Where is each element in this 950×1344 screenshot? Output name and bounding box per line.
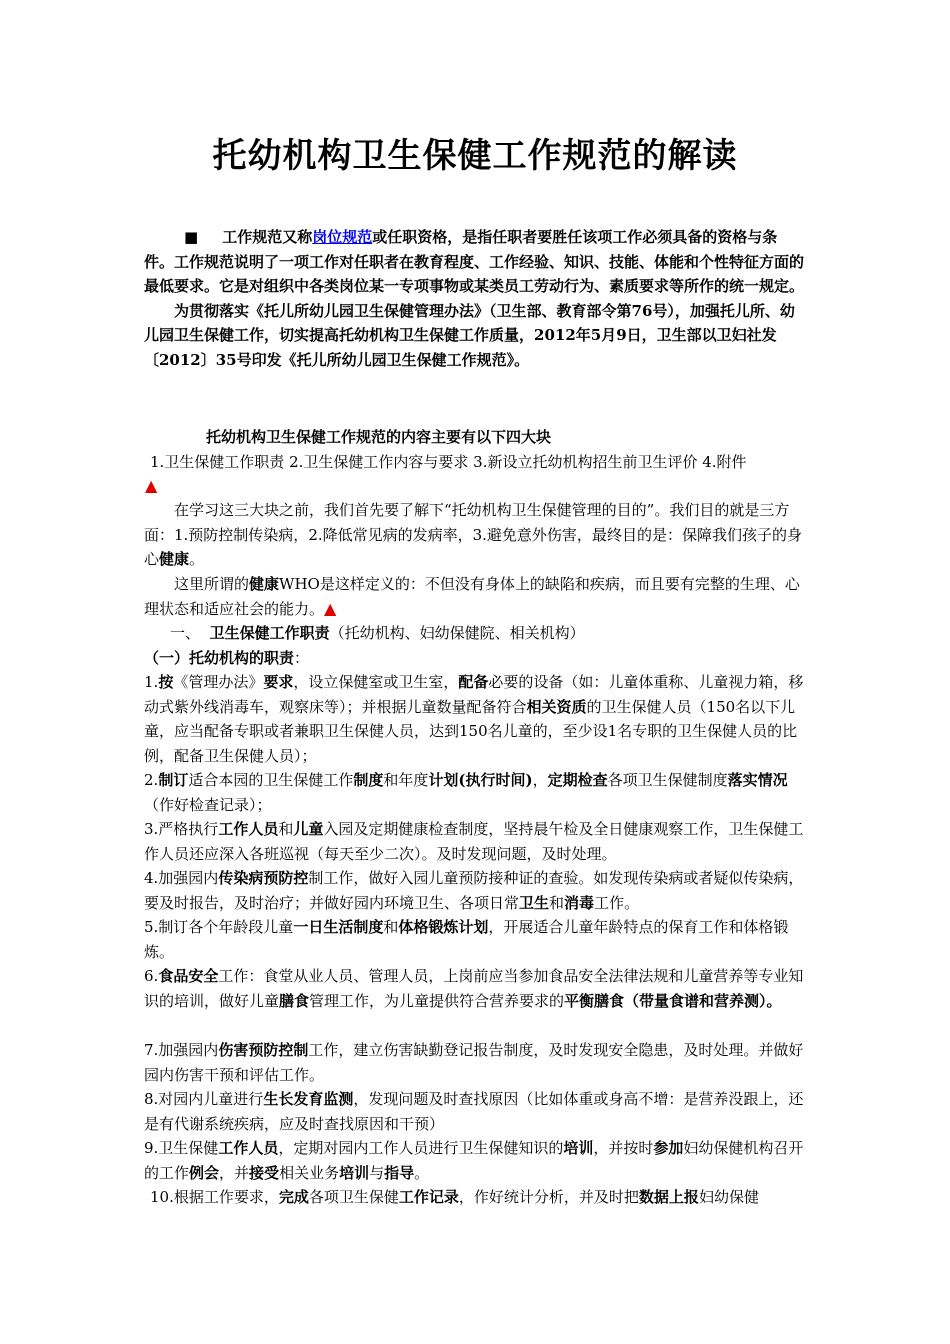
- t: 。: [414, 1163, 430, 1182]
- t: 和: [383, 918, 399, 936]
- purpose-text: 在学习这三大块之前，我们首先要了解下“托幼机构卫生保健管理的目的”。我们目的就是三方面：1.预防控制传染病，2.降低常见病的发病率，3.避免意外伤害，最终目的是：保障我们孩子的身心: [144, 501, 802, 568]
- health-definition-paragraph: [144, 572, 806, 621]
- t: 工作。: [594, 893, 640, 912]
- t: 4.加强园内: [144, 869, 219, 887]
- t: （作好检查记录）；: [144, 795, 272, 814]
- t: 工作记录: [398, 1188, 459, 1206]
- list-item-8: [144, 1087, 806, 1136]
- t: 的卫生保健人员（150名以下儿童，应当配备专职或者兼职卫生保健人员，达到150名儿童的，至少设1名专职的卫生保健人员的比例，配备卫生保健人员）；: [144, 697, 798, 765]
- t: 平衡膳食（带量食谱和营养测）。: [564, 991, 782, 1010]
- t: 接受: [249, 1163, 280, 1182]
- t: ，: [532, 771, 548, 789]
- t: 卫生: [519, 893, 550, 912]
- four-blocks-heading: 托幼机构卫生保健工作规范的内容主要有以下四大块: [206, 428, 552, 446]
- t: 培训: [339, 1163, 370, 1182]
- subsection-colon: ：: [294, 649, 310, 667]
- health-keyword-2: 健康: [249, 575, 280, 593]
- t: 制度: [353, 771, 384, 789]
- t: 相关业务: [279, 1163, 340, 1182]
- marker-row: [145, 474, 807, 499]
- health-text-c: WHO是这样定义的：不但没有身体上的缺陷和疾病，而且要有完整的生理、心理状态和适应社会的能力。: [144, 575, 800, 618]
- t: 1.: [144, 673, 159, 691]
- t: ，并: [219, 1163, 250, 1182]
- t: 培训: [563, 1139, 594, 1157]
- t: 儿童: [293, 820, 324, 838]
- t: 例会: [189, 1163, 220, 1182]
- t: 定期检查: [547, 771, 608, 789]
- t: 各项卫生保健: [308, 1188, 399, 1206]
- list-item-6: [144, 964, 806, 1013]
- purpose-end: 。: [189, 550, 205, 568]
- t: ，发现问题及时查找原因（比如体重或身高不增：是营养没跟上，还是有代谢系统疾病，应及时查找原因和干预）: [144, 1090, 804, 1133]
- t: 入园及定期健康检查制度，坚持晨午检及全日健康观察工作，卫生保健工作人员还应深入各班巡视（每天至少二次）。及时发现问题，及时处理。: [144, 820, 804, 863]
- subsection-title: 托幼机构的职责: [189, 649, 295, 667]
- t: 《管理办法》: [173, 673, 264, 691]
- list-item-9: [144, 1136, 806, 1185]
- health-keyword: 健康: [159, 550, 190, 568]
- t: 和年度: [383, 771, 429, 789]
- t: 制订: [158, 771, 189, 789]
- t: ，定期对园内工作人员进行卫生保健知识的: [278, 1139, 564, 1157]
- t: ，作好统计分析，并及时把: [458, 1188, 639, 1206]
- t: 7.加强园内: [144, 1041, 219, 1059]
- section-heading: [144, 621, 806, 646]
- triangle-marker-icon: ▲: [324, 598, 337, 618]
- t: 10.根据工作要求，: [150, 1188, 279, 1206]
- section-title: 卫生保健工作职责: [209, 624, 330, 642]
- t: 数据上报: [638, 1188, 699, 1206]
- t: 8.对园内儿童进行: [144, 1090, 264, 1108]
- t: 体格锻炼计划: [398, 918, 489, 936]
- t: 按: [158, 673, 174, 691]
- list-item-3: [144, 817, 806, 866]
- subsection-heading: [144, 646, 806, 671]
- t: 必要的设备（如：儿童体重称、儿童视力箱，移动式紫外线消毒车，观察床等）；并根据儿童数量配备符合: [144, 673, 804, 716]
- intro-paragraph: [144, 225, 806, 372]
- t: 配备: [458, 673, 489, 691]
- t: 9.卫生保健: [144, 1139, 219, 1157]
- list-item-1: [144, 670, 806, 768]
- four-blocks-list: 1.卫生保健工作职责 2.卫生保健工作内容与要求 3.新设立托幼机构招生前卫生评价 4.附件: [150, 453, 747, 471]
- purpose-paragraph: [144, 498, 806, 572]
- triangle-marker-icon: ▲: [145, 476, 158, 495]
- t: 传染病预防控: [218, 869, 309, 887]
- list-item-4: [144, 866, 806, 915]
- t: 工作人员: [218, 820, 279, 838]
- t: ，开展适合儿童年龄特点的保育工作和体格锻炼。: [144, 918, 789, 961]
- t: 参加: [653, 1139, 684, 1157]
- t: 要求: [263, 673, 294, 691]
- t: 指导: [384, 1163, 415, 1182]
- t: 5.制订各个年龄段儿童: [144, 918, 294, 936]
- intro-text: 工作规范又称: [222, 228, 313, 246]
- t: 和: [278, 820, 294, 838]
- t: 工作：食堂从业人员、管理人员，上岗前应当参加食品安全法律法规和儿童营养等专业知识的培训，做好儿童: [144, 967, 804, 1010]
- t: 计划(执行时间): [428, 771, 533, 789]
- t: ，并按时: [593, 1139, 654, 1157]
- subsection-number: （一）: [144, 649, 190, 667]
- t: 适合本园的卫生保健工作: [188, 771, 354, 789]
- t: 伤害预防控制: [218, 1041, 309, 1059]
- t: 相关资质: [526, 697, 587, 716]
- t: 管理工作，为儿童提供符合营养要求的: [309, 991, 565, 1010]
- square-bullet-icon: ■: [184, 228, 199, 246]
- t: 膳食: [279, 991, 310, 1010]
- section-number: 一、: [170, 624, 201, 642]
- intro-background: 为贯彻落实《托儿所幼儿园卫生保健管理办法》（卫生部、教育部令第76号），加强托儿所、幼儿园卫生保健工作，切实提高托幼机构卫生保健工作质量，2012年5月9日，卫生部以卫妇社发〔2012〕35号印发《托儿所幼儿园卫生保健工作规范》。: [144, 301, 795, 369]
- t: 一日生活制度: [293, 918, 384, 936]
- t: 工作，建立伤害缺勤登记报告制度，及时发现安全隐患，及时处理。并做好园内伤害干预和评估工作。: [144, 1041, 804, 1084]
- list-item-7: [144, 1038, 806, 1087]
- list-item-5: [144, 915, 806, 964]
- t: 和: [549, 893, 565, 912]
- t: 消毒: [564, 893, 595, 912]
- section-note: （托幼机构、妇幼保健院、相关机构）: [329, 624, 585, 642]
- t: ，设立保健室或卫生室，: [293, 673, 459, 691]
- health-text-a: 这里所谓的: [174, 575, 250, 593]
- t: 妇幼保健机构召开的工作: [144, 1139, 804, 1182]
- t: 3.严格执行: [144, 820, 219, 838]
- t: 生长发育监测: [263, 1090, 354, 1108]
- t: 制工作，做好入园儿童预防接种证的查验。如发现传染病或者疑似传染病，要及时报告，及时治疗；并做好园内环境卫生、各项日常: [144, 869, 804, 912]
- t: 6.: [144, 967, 159, 985]
- t: 妇幼保健: [698, 1188, 759, 1206]
- t: 落实情况: [727, 771, 788, 789]
- t: 与: [369, 1163, 385, 1182]
- t: 完成: [278, 1188, 309, 1206]
- list-item-10: [150, 1185, 806, 1210]
- t: 工作人员: [218, 1139, 279, 1157]
- t: 各项卫生保健制度: [607, 771, 728, 789]
- page-title: 托幼机构卫生保健工作规范的解读: [212, 136, 738, 176]
- job-spec-link[interactable]: 岗位规范: [312, 228, 373, 246]
- list-item-2: [144, 768, 806, 817]
- t: 食品安全: [158, 967, 219, 985]
- t: 2.: [144, 771, 159, 789]
- intro-text-cont: 或任职资格，是指任职者要胜任该项工作必须具备的资格与条件。工作规范说明了一项工作对任职者在教育程度、工作经验、知识、技能、体能和个性特征方面的最低要求。它是对组织中各类岗位某一专项事物或某类员工劳动行为、素质要求等所作的统一规定。: [144, 228, 805, 295]
